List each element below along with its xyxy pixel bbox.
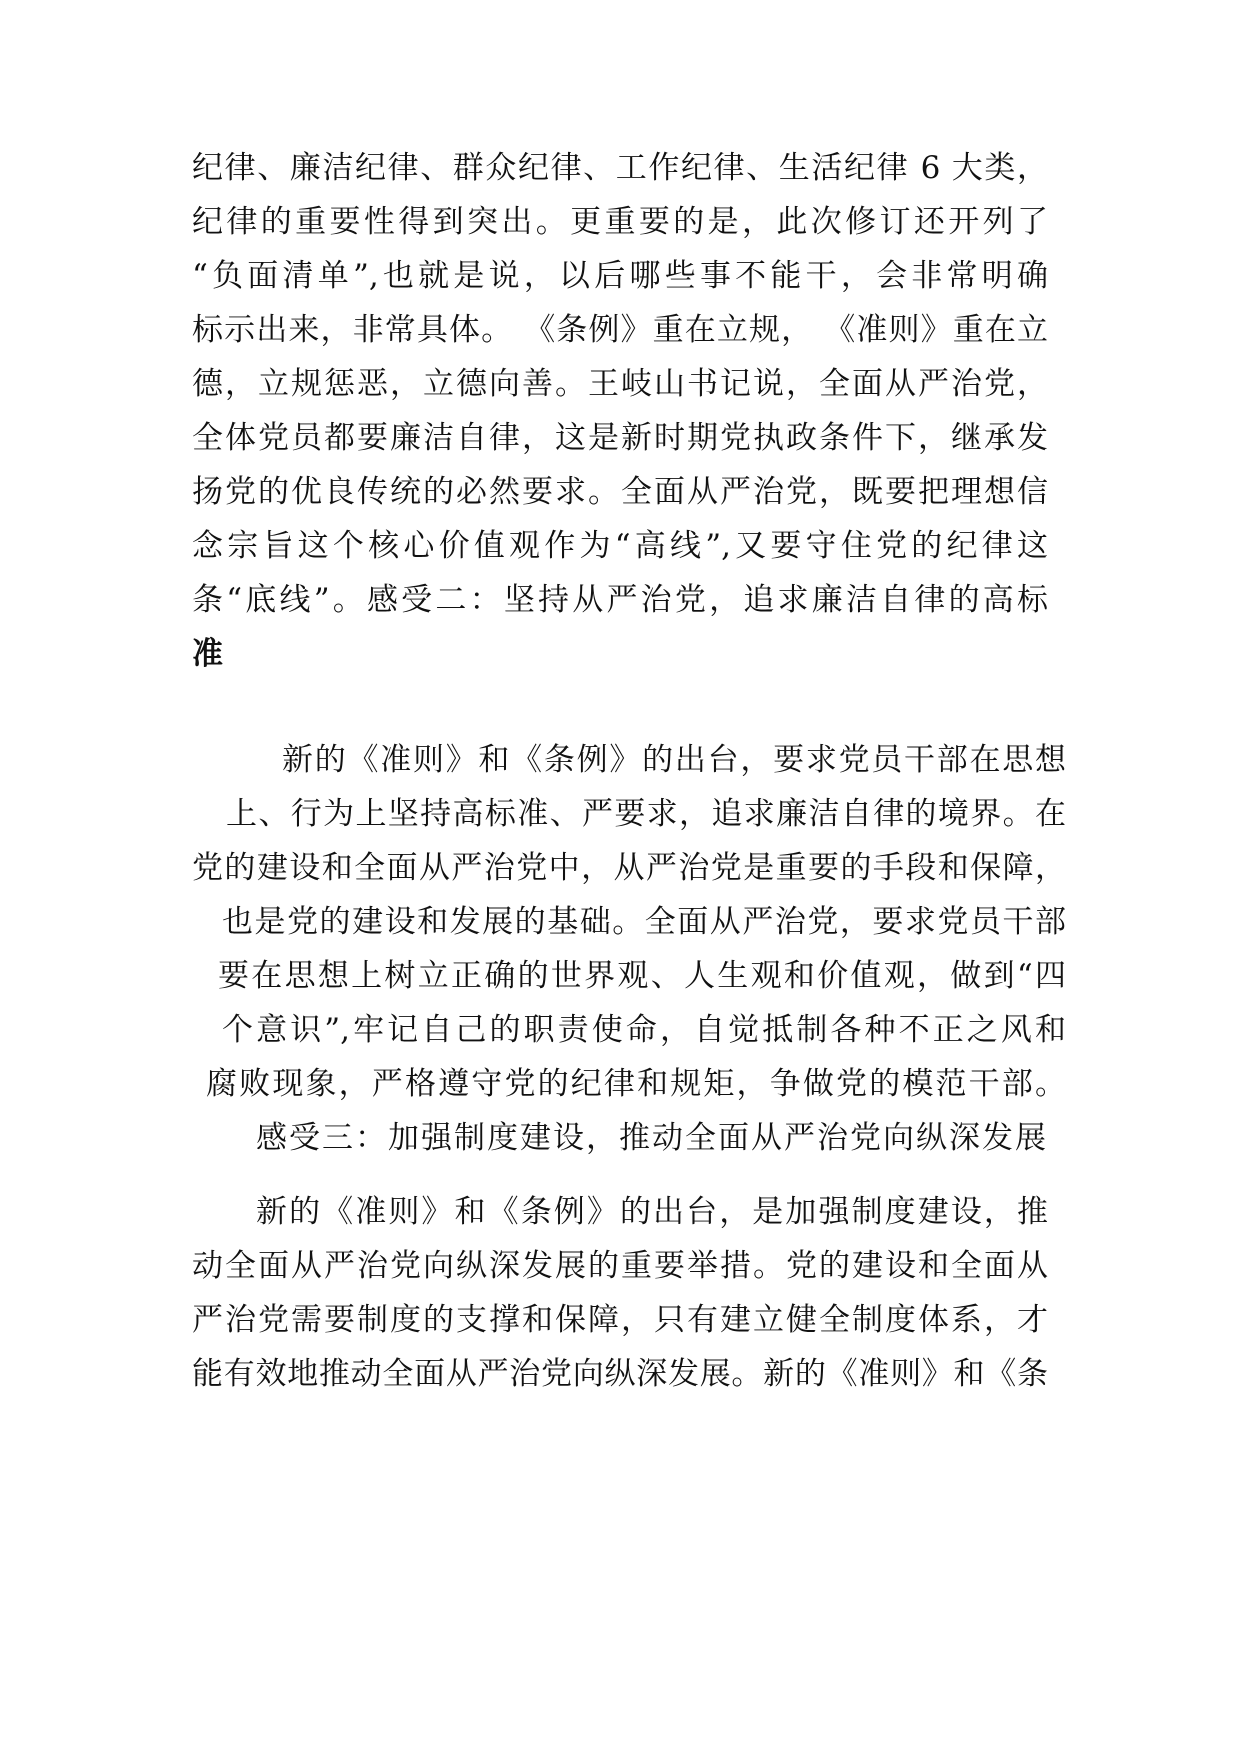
text-line: 念宗旨这个核心价值观作为“高线”,又要守住党的纪律这 <box>192 528 1048 564</box>
text-line: 腐败现象，严格遵守党的纪律和规矩，争做党的模范干部。 <box>206 1066 1066 1102</box>
text-line: 个意识”,牢记自己的职责使命，自觉抵制各种不正之风和 <box>222 1012 1066 1048</box>
section-heading: 感受三：加强制度建设，推动全面从严治党向纵深发展 <box>256 1120 1046 1156</box>
text-line: 能有效地推动全面从严治党向纵深发展。新的《准则》和《条 <box>192 1356 1048 1392</box>
text-line: 德，立规惩恶，立德向善。王岐山书记说，全面从严治党， <box>192 366 1048 402</box>
text-line: 扬党的优良传统的必然要求。全面从严治党，既要把理想信 <box>192 474 1048 510</box>
text-line: 要在思想上树立正确的世界观、人生观和价值观，做到“四 <box>218 958 1066 994</box>
text-line: 全体党员都要廉洁自律，这是新时期党执政条件下，继承发 <box>192 420 1048 456</box>
text-line: 纪律、廉洁纪律、群众纪律、工作纪律、生活纪律 6 大类， <box>192 150 1048 186</box>
text-line: 上、行为上坚持高标准、严要求，追求廉洁自律的境界。在 <box>226 796 1066 832</box>
text-line: 条“底线”。感受二：坚持从严治党，追求廉洁自律的高标 <box>192 582 1048 618</box>
text-line: 严治党需要制度的支撑和保障，只有建立健全制度体系，才 <box>192 1302 1048 1338</box>
text-line: “负面清单”,也就是说，以后哪些事不能干，会非常明确 <box>192 258 1048 294</box>
text-line: 准 <box>192 636 223 672</box>
text-line: 动全面从严治党向纵深发展的重要举措。党的建设和全面从 <box>192 1248 1048 1284</box>
text-line: 党的建设和全面从严治党中，从严治党是重要的手段和保障， <box>192 850 1066 886</box>
text-line: 标示出来，非常具体。 《条例》重在立规， 《准则》重在立 <box>192 312 1048 348</box>
text-line: 新的《准则》和《条例》的出台，要求党员干部在思想 <box>282 742 1066 778</box>
text-line: 纪律的重要性得到突出。更重要的是，此次修订还开列了 <box>192 204 1048 240</box>
text-line: 也是党的建设和发展的基础。全面从严治党，要求党员干部 <box>222 904 1066 940</box>
text-line: 新的《准则》和《条例》的出台，是加强制度建设，推 <box>256 1194 1048 1230</box>
